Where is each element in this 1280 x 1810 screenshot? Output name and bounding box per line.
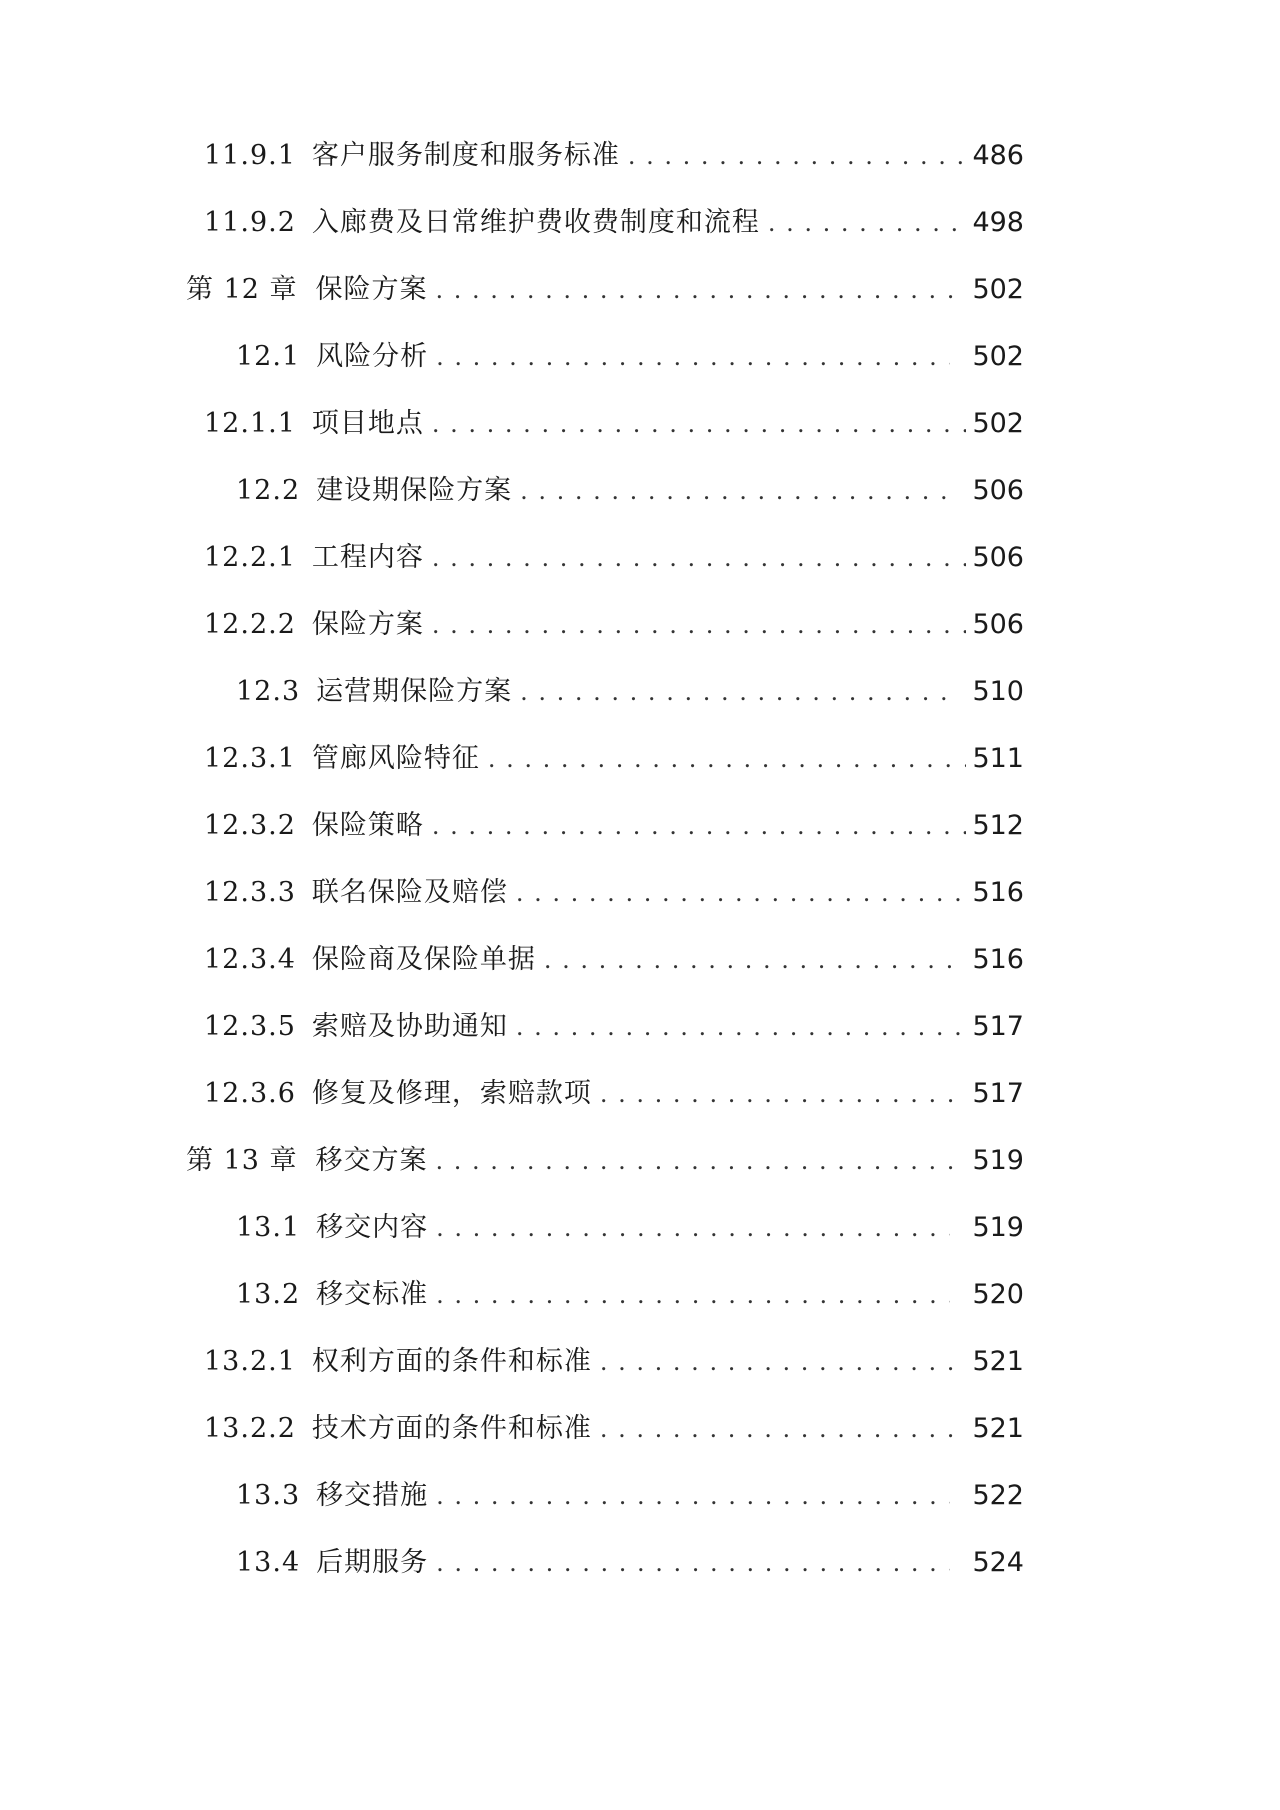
dot-leader <box>516 1007 967 1047</box>
toc-entry-number: 13.2 <box>236 1279 301 1310</box>
dot-leader <box>432 605 967 645</box>
toc-entry-number: 第 13 章 <box>186 1145 298 1176</box>
toc-entry-page: 517 <box>972 1078 1024 1109</box>
toc-entry-number: 12.3 <box>236 676 301 707</box>
dot-leader <box>520 672 950 712</box>
toc-entry-page: 516 <box>972 877 1024 908</box>
toc-entry-page: 502 <box>972 341 1024 372</box>
toc-entry-title: 保险商及保险单据 <box>311 944 536 975</box>
toc-entry-title: 建设期保险方案 <box>316 475 513 506</box>
toc-entry-title: 项目地点 <box>311 408 424 439</box>
toc-entry-title: 移交措施 <box>316 1480 429 1511</box>
toc-entry-number: 13.4 <box>236 1547 301 1578</box>
toc-entry[interactable] <box>204 203 1024 243</box>
toc-entry-number: 12.3.5 <box>204 1011 296 1042</box>
dot-leader <box>628 136 967 176</box>
toc-entry-number: 13.2.2 <box>204 1413 296 1444</box>
dot-leader <box>436 270 967 310</box>
toc-entry-title: 保险方案 <box>315 274 428 305</box>
toc-entry-page: 524 <box>972 1547 1024 1578</box>
toc-entry-page: 506 <box>972 609 1024 640</box>
dot-leader <box>436 1141 967 1181</box>
toc-entry-number: 12.3.4 <box>204 944 296 975</box>
toc-entry-page: 498 <box>972 207 1024 238</box>
dot-leader <box>600 1409 967 1449</box>
dot-leader <box>432 538 967 578</box>
toc-entry-title: 移交标准 <box>316 1279 429 1310</box>
toc-entry-number: 11.9.1 <box>204 140 296 171</box>
toc-entry-page: 520 <box>972 1279 1024 1310</box>
toc-entry[interactable] <box>204 739 1024 779</box>
toc-entry[interactable] <box>204 136 1024 176</box>
toc-entry[interactable] <box>204 1342 1024 1382</box>
toc-entry[interactable] <box>204 873 1024 913</box>
toc-entry-number: 12.2 <box>236 475 301 506</box>
toc-entry-number: 第 12 章 <box>186 274 298 305</box>
toc-entry-title: 技术方面的条件和标准 <box>311 1413 592 1444</box>
toc-entry-page: 519 <box>972 1145 1024 1176</box>
toc-chapter-entry[interactable] <box>186 270 1024 310</box>
dot-leader <box>516 873 967 913</box>
toc-entry[interactable] <box>236 672 1024 712</box>
dot-leader <box>488 739 967 779</box>
dot-leader <box>544 940 967 980</box>
toc-entry[interactable] <box>204 1409 1024 1449</box>
toc-entry[interactable] <box>204 1007 1024 1047</box>
toc-entry-title: 保险策略 <box>311 810 424 841</box>
toc-entry-title: 移交方案 <box>315 1145 428 1176</box>
toc-entry-page: 517 <box>972 1011 1024 1042</box>
toc-entry[interactable] <box>204 940 1024 980</box>
toc-entry-number: 12.2.2 <box>204 609 296 640</box>
dot-leader <box>600 1342 967 1382</box>
toc-entry-title: 移交内容 <box>316 1212 429 1243</box>
dot-leader <box>436 1476 950 1516</box>
toc-entry-page: 516 <box>972 944 1024 975</box>
dot-leader <box>600 1074 967 1114</box>
toc-entry-page: 486 <box>972 140 1024 171</box>
toc-entry-number: 13.2.1 <box>204 1346 296 1377</box>
toc-entry-title: 客户服务制度和服务标准 <box>311 140 620 171</box>
toc-entry-title: 保险方案 <box>311 609 424 640</box>
dot-leader <box>436 337 950 377</box>
toc-entry-number: 12.2.1 <box>204 542 296 573</box>
toc-entry-page: 521 <box>972 1346 1024 1377</box>
toc-entry[interactable] <box>204 404 1024 444</box>
toc-entry-number: 13.3 <box>236 1480 301 1511</box>
toc-entry[interactable] <box>236 471 1024 511</box>
toc-entry[interactable] <box>204 1074 1024 1114</box>
toc-entry-title: 运营期保险方案 <box>316 676 513 707</box>
toc-entry[interactable] <box>204 605 1024 645</box>
toc-entry[interactable] <box>236 1208 1024 1248</box>
toc-entry-number: 12.1 <box>236 341 301 372</box>
toc-entry-page: 519 <box>972 1212 1024 1243</box>
toc-entry-number: 12.3.2 <box>204 810 296 841</box>
toc-entry-number: 12.3.1 <box>204 743 296 774</box>
toc-entry-page: 506 <box>972 475 1024 506</box>
toc-entry-page: 511 <box>972 743 1024 774</box>
toc-entry-page: 522 <box>972 1480 1024 1511</box>
toc-entry-page: 521 <box>972 1413 1024 1444</box>
toc-entry-title: 联名保险及赔偿 <box>311 877 508 908</box>
dot-leader <box>432 404 967 444</box>
toc-entry-title: 索赔及协助通知 <box>311 1011 508 1042</box>
toc-entry-title: 后期服务 <box>316 1547 429 1578</box>
toc-entry[interactable] <box>236 1476 1024 1516</box>
toc-entry-title: 修复及修理，索赔款项 <box>311 1078 592 1109</box>
toc-entry-title: 权利方面的条件和标准 <box>311 1346 592 1377</box>
dot-leader <box>768 203 967 243</box>
toc-entry-number: 12.3.3 <box>204 877 296 908</box>
dot-leader <box>436 1543 950 1583</box>
toc-entry-page: 506 <box>972 542 1024 573</box>
toc-entry-title: 管廊风险特征 <box>311 743 480 774</box>
toc-entry-title: 入廊费及日常维护费收费制度和流程 <box>311 207 760 238</box>
dot-leader <box>520 471 950 511</box>
toc-entry[interactable] <box>204 806 1024 846</box>
toc-entry-title: 风险分析 <box>316 341 429 372</box>
toc-entry-page: 502 <box>972 274 1024 305</box>
toc-entry-number: 12.3.6 <box>204 1078 296 1109</box>
dot-leader <box>432 806 967 846</box>
dot-leader <box>436 1208 950 1248</box>
toc-entry-page: 512 <box>972 810 1024 841</box>
toc-entry[interactable] <box>236 337 1024 377</box>
toc-entry[interactable] <box>236 1275 1024 1315</box>
toc-entry-number: 11.9.2 <box>204 207 296 238</box>
dot-leader <box>436 1275 950 1315</box>
toc-entry-number: 13.1 <box>236 1212 301 1243</box>
toc-chapter-entry[interactable] <box>186 1141 1024 1181</box>
toc-entry-title: 工程内容 <box>311 542 424 573</box>
toc-entry[interactable] <box>204 538 1024 578</box>
toc-entry-number: 12.1.1 <box>204 408 296 439</box>
toc-entry-page: 510 <box>972 676 1024 707</box>
toc-entry[interactable] <box>236 1543 1024 1583</box>
toc-entry-page: 502 <box>972 408 1024 439</box>
